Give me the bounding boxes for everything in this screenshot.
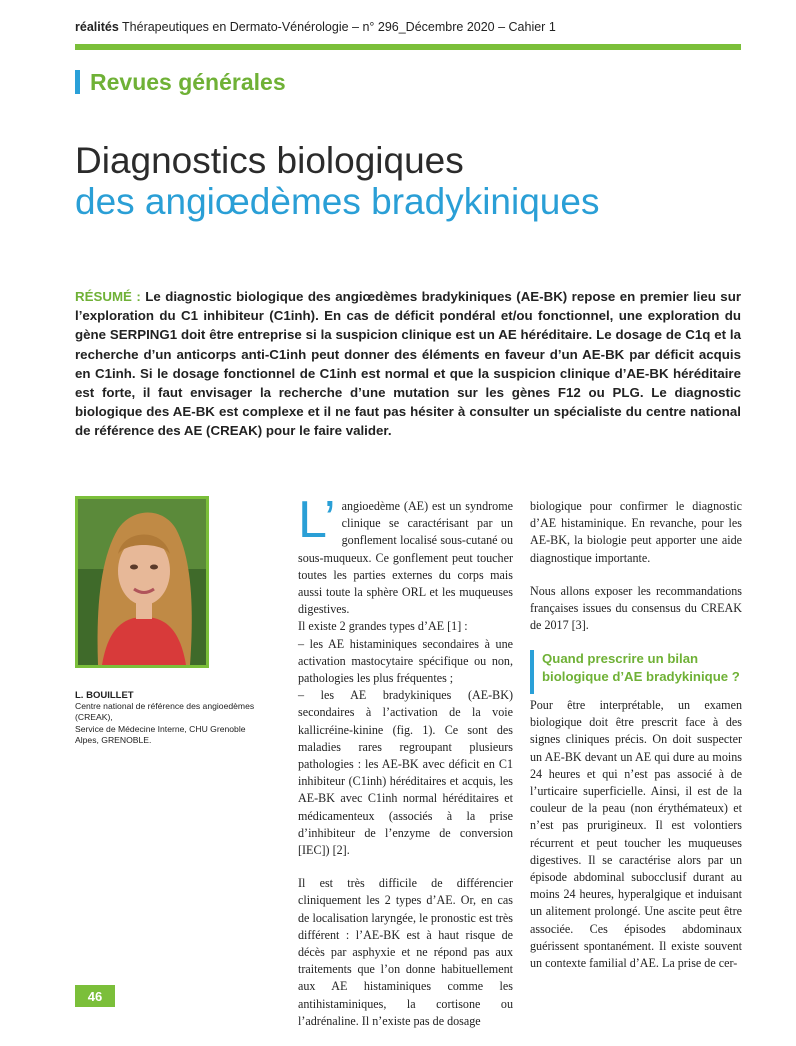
author-affiliation-2: Service de Médecine Interne, CHU Grenoble Alpes, GRENOBLE.	[75, 723, 246, 745]
body-column-1	[298, 491, 513, 1046]
types-item-bradykinic: – les AE bradykiniques (AE-BK) secondaires à l’activation de la voie kallicréine-kinine (fig. 1). Ce sont des maladies rares regroupant plusieurs pathologies : les AE-BK avec déficit en C1 inhibiteur (C1inh) héréditaires et acquis, les AE-BK avec C1inh normal héréditaires et médicamenteux (associés à la prise d’inhibiteur de l’enzyme de conversion [IEC]) [2].	[298, 688, 513, 858]
col2-paragraph-2: Nous allons exposer les recommandations françaises issues du consensus du CREAK de 2017 [3].	[530, 583, 742, 633]
summary	[75, 287, 741, 441]
article-title-line1: Diagnostics biologiques	[75, 140, 464, 181]
header-rule	[75, 44, 741, 50]
differential-paragraph: Il est très difficile de différencier cliniquement les 2 types d’AE. Or, en cas de localisation laryngée, le pronostic est très différent : l’AE-BK est à haut risque de décès par asphyxie et ne répond pas aux traitements que l’on donne habituellement aux AE histaminiques comme les antihistaminiques, la cortisone ou l’adrénaline. Il n’existe pas de dosage	[298, 876, 513, 1028]
types-intro: Il existe 2 grandes types d’AE [1] :	[298, 619, 468, 634]
col2-paragraph-1: biologique pour confirmer le diagnostic d’AE histaminique. En revanche, pour les AE-BK, la biologie peut apporter une aide diagnostique importante.	[530, 499, 742, 565]
author-info	[75, 690, 265, 746]
types-item-histaminic: – les AE histaminiques secondaires à une activation mastocytaire spécifique ou non, pathologies les plus fréquentes ;	[298, 636, 513, 686]
col2-paragraph-3: Pour être interprétable, un examen biologique doit être prescrit face à des signes cliniques précis. On doit suspecter un AE-BK devant un AE qui dure au moins 24 heures et qui n’est pas associé à de l’urticaire superficielle. Ainsi, il est de la couleur de la peau (non érythémateux) et n’est pas prurigineux. Il est volontiers récurrent et peut toucher les muqueuses digestives. Il se caractérise alors par un épisode abdominal subocclusif durant au moins 24 heures, hyperalgique et induisant un alitement prolongé. Une ascite peut être associée. Ces épisodes abdominaux guérissent spontanément. Il existe souvent un contexte familial d’AE. La prise de cer-	[530, 698, 742, 971]
publication-info: Thérapeutiques en Dermato-Vénérologie – n° 296_Décembre 2020 – Cahier 1	[122, 20, 556, 34]
author-affiliation-1: Centre national de référence des angioedèmes (CREAK),	[75, 701, 255, 723]
article-title-line2: des angiœdèmes bradykiniques	[75, 181, 600, 222]
summary-lead: RÉSUMÉ :	[75, 289, 141, 304]
running-head	[75, 20, 725, 40]
body-column-2-continued	[530, 697, 742, 988]
drop-cap: L’	[298, 491, 336, 549]
page-number: 46	[75, 985, 115, 1007]
brand-name: réalités	[75, 20, 119, 34]
summary-text: Le diagnostic biologique des angiœdèmes bradykiniques (AE-BK) repose en premier lieu sur l’exploration du C1 inhibiteur (C1inh). En cas de déficit pondéral et/ou fonctionnel, une exploration du gène SERPING1 doit être entreprise si la suspicion clinique est un AE héréditaire. Le dosage de C1q et la recherche d’un anticorps anti-C1inh peut donner des éléments en faveur d’un AE-BK par déficit acquis en C1inh. Si le dosage fonctionnel de C1inh est normal et que la suspicion clinique d’AE-BK héréditaire est forte, il faut envisager la recherche d’une mutation sur les gènes F12 ou PLG. Le diagnostic biologique des AE-BK est complexe et il ne faut pas hésiter à consulter un spécialiste du centre national de référence des AE (CREAK) pour le faire valider.	[75, 289, 741, 439]
author-portrait-illustration	[78, 499, 206, 665]
subheading	[530, 650, 742, 694]
section-tag	[75, 68, 286, 96]
section-marker	[75, 70, 80, 94]
subheading-marker	[530, 650, 534, 694]
author-name: L. BOUILLET	[75, 690, 134, 701]
intro-paragraph	[298, 491, 513, 859]
subheading-text: Quand prescrire un bilan biologique d’AE bradykinique ?	[542, 651, 740, 684]
author-photo	[75, 496, 209, 668]
section-label: Revues générales	[90, 68, 286, 95]
intro-text: angioedème (AE) est un syndrome clinique se caractérisant par un gonflement localisé sous-cutané ou sous-muqueux. Ce gonflement peut toucher toutes les parties externes du corps mais aussi toute la sphère ORL et les muqueuses digestives.	[298, 499, 513, 617]
body-column-2	[530, 498, 742, 650]
